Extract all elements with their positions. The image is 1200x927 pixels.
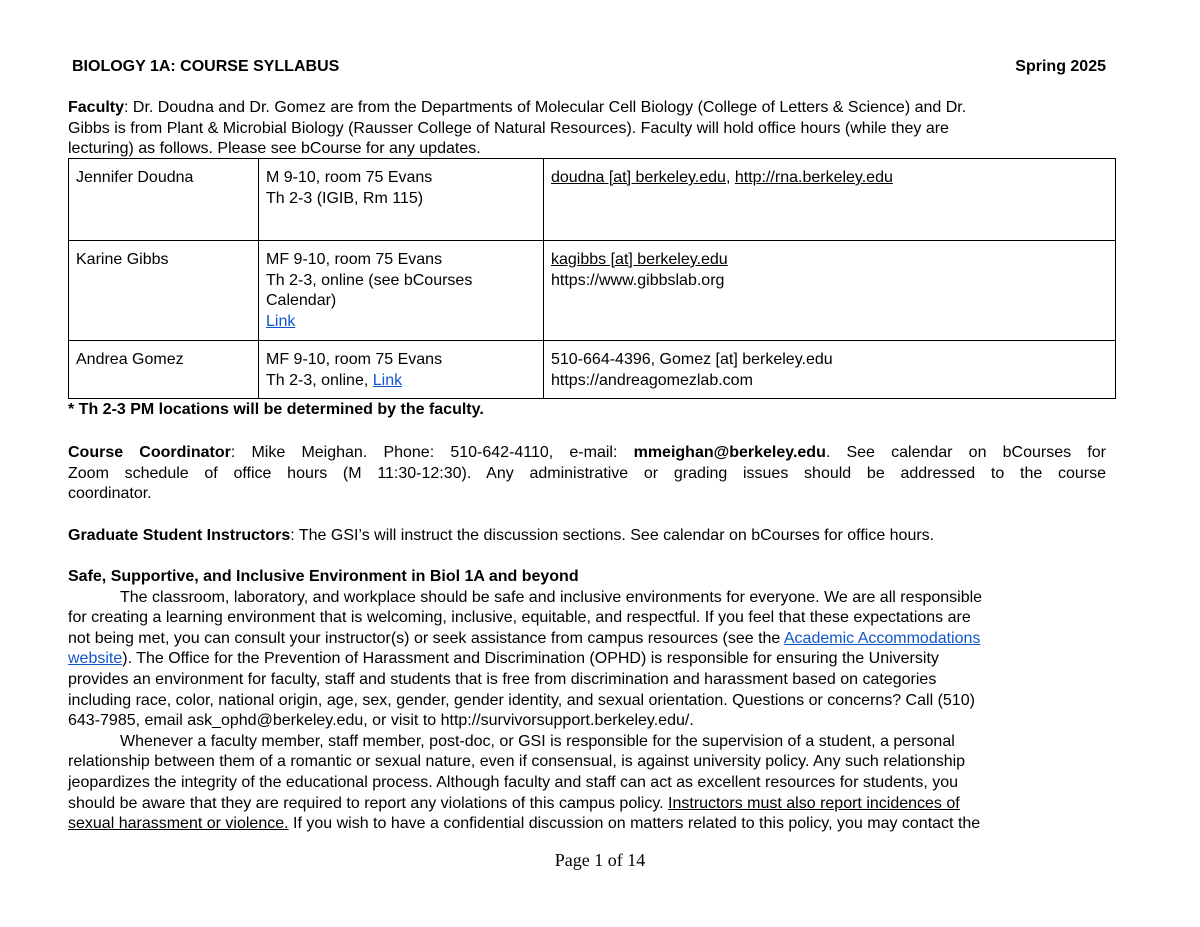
text: ). The Office for the Prevention of Harassment and Discrimination (OPHD) is responsible for ensuring the University [122, 650, 939, 668]
bold-text: Faculty [68, 99, 125, 116]
text-line [266, 189, 536, 210]
document-title: BIOLOGY 1A: COURSE SYLLABUS [72, 58, 340, 75]
course-coordinator-section [68, 443, 1106, 505]
bold-text: Graduate Student Instructors [68, 527, 291, 544]
text-line [68, 98, 1106, 119]
faculty-office-hours-table [68, 158, 1116, 399]
table-row [69, 159, 1116, 241]
text: including race, color, national origin, age, sex, gender, gender identity, and sexual orientation. Questions or concerns? Call (510) [68, 691, 975, 709]
text: relationship between them of a romantic or sexual nature, even if consensual, is against university policy. Any such relationship [68, 753, 966, 771]
office-hours [259, 341, 544, 399]
text-line [266, 271, 536, 292]
table-row [69, 341, 1116, 399]
text-line [68, 752, 1106, 773]
text-line [68, 608, 1106, 629]
text-line [68, 794, 1106, 815]
link[interactable]: http://rna.berkeley.edu [734, 169, 893, 186]
text: not being met, you can consult your instructor(s) or seek assistance from campus resources (see the [68, 629, 784, 647]
table-row [69, 241, 1116, 341]
text-line [68, 670, 1106, 691]
text: : The GSI’s will instruct the discussion sections. See calendar on bCourses for office hours. [290, 527, 935, 544]
link[interactable]: kagibbs [at] berkeley.edu [551, 251, 728, 268]
text: https://www.gibbslab.org [551, 271, 725, 289]
text: : Mike Meighan. Phone: 510-642-4110, e-mail: [230, 444, 634, 461]
text-line [68, 732, 1106, 753]
safe-environment-section [68, 567, 1106, 835]
text-line [68, 119, 1106, 140]
text: lecturing) as follows. Please see bCourse for any updates. [68, 140, 481, 158]
text: https://andreagomezlab.com [551, 371, 753, 389]
text-line [68, 711, 1106, 732]
faculty-intro [68, 98, 1106, 160]
text: coordinator. [68, 485, 152, 503]
text: Zoom schedule of office hours (M 11:30-12:30). Any administrative or grading issues should be addressed to the course [68, 464, 1106, 482]
text: Calendar) [266, 292, 337, 310]
text-line [68, 464, 1106, 485]
text: The classroom, laboratory, and workplace should be safe and inclusive environments for everyone. We are all responsible [120, 588, 983, 606]
text: 643-7985, email ask_ophd@berkeley.edu, or visit to http://survivorsupport.berkeley.edu/. [68, 712, 694, 730]
text: Th 2-3, online (see bCourses [266, 271, 473, 289]
link[interactable]: doudna [at] berkeley.edu [551, 169, 726, 186]
page-number: Page 1 of 14 [554, 850, 646, 870]
text: jeopardizes the integrity of the educational process. Although faculty and staff can act as excellent resources for students, you [68, 773, 959, 791]
link[interactable]: Link [372, 371, 403, 389]
text-line [551, 168, 1108, 189]
underlined-text: Instructors must also report incidences of [668, 794, 960, 812]
faculty-name: Karine Gibbs [69, 241, 259, 341]
text: Th 2-3 (IGIB, Rm 115) [266, 189, 424, 207]
bold-text: mmeighan@berkeley.edu [633, 444, 826, 461]
office-hours [259, 159, 544, 241]
text-line [68, 629, 1106, 650]
text: , [725, 169, 735, 186]
text: MF 9-10, room 75 Evans [266, 251, 443, 268]
text-line [68, 526, 1106, 547]
underlined-text: sexual harassment or violence. [68, 815, 289, 833]
text-line [266, 291, 536, 312]
text: MF 9-10, room 75 Evans [266, 351, 443, 368]
text: for creating a learning environment that is welcoming, inclusive, equitable, and respectful. If you feel that these expectations are [68, 609, 971, 627]
text-line [68, 443, 1106, 464]
text-line [68, 139, 1106, 160]
locations-note [68, 400, 1106, 421]
text-line [68, 814, 1106, 835]
link[interactable]: Link [266, 312, 296, 330]
text: Th 2-3, online, [266, 371, 373, 389]
term-label: Spring 2025 [1015, 58, 1106, 75]
text-line [266, 312, 536, 333]
text-line [68, 484, 1106, 505]
contact-info [544, 341, 1116, 399]
text: . See calendar on bCourses for [825, 444, 1106, 461]
bold-text: Safe, Supportive, and Inclusive Environment in Biol 1A and beyond [68, 568, 579, 585]
text: M 9-10, room 75 Evans [266, 169, 433, 186]
text: If you wish to have a confidential discussion on matters related to this policy, you may contact the [288, 815, 981, 833]
text-line [551, 271, 1108, 292]
text: Whenever a faculty member, staff member, post-doc, or GSI is responsible for the supervision of a student, a personal [120, 732, 955, 750]
link[interactable]: Academic Accommodations [783, 629, 981, 647]
text: provides an environment for faculty, staff and students that is free from discrimination and harassment based on categories [68, 670, 937, 688]
text: Gibbs is from Plant & Microbial Biology (Rausser College of Natural Resources). Faculty will hold office hours (while they are [68, 119, 949, 137]
contact-info [544, 241, 1116, 341]
text-line [68, 400, 1106, 421]
office-hours [259, 241, 544, 341]
contact-info [544, 159, 1116, 241]
text-line [551, 350, 1108, 371]
text-line [68, 567, 1106, 588]
text-line [68, 588, 1106, 609]
bold-text: Course Coordinator [68, 444, 231, 461]
text-line [266, 168, 536, 189]
link[interactable]: website [68, 650, 123, 668]
text-line [68, 691, 1106, 712]
bold-text: * Th 2-3 PM locations will be determined by the faculty. [68, 401, 484, 418]
text-line [266, 250, 536, 271]
text: should be aware that they are required to report any violations of this campus policy. [68, 794, 669, 812]
text-line [68, 649, 1106, 670]
text: 510-664-4396, Gomez [at] berkeley.edu [551, 351, 833, 368]
text-line [68, 773, 1106, 794]
faculty-name: Jennifer Doudna [69, 159, 259, 241]
text: : Dr. Doudna and Dr. Gomez are from the Departments of Molecular Cell Biology (College of Letters & Science) and Dr. [124, 99, 967, 116]
text-line [266, 350, 536, 371]
text-line [551, 250, 1108, 271]
text-line [551, 371, 1108, 392]
gsi-section [68, 526, 1106, 547]
faculty-name: Andrea Gomez [69, 341, 259, 399]
page-header [68, 57, 1106, 78]
text-line [266, 371, 536, 392]
